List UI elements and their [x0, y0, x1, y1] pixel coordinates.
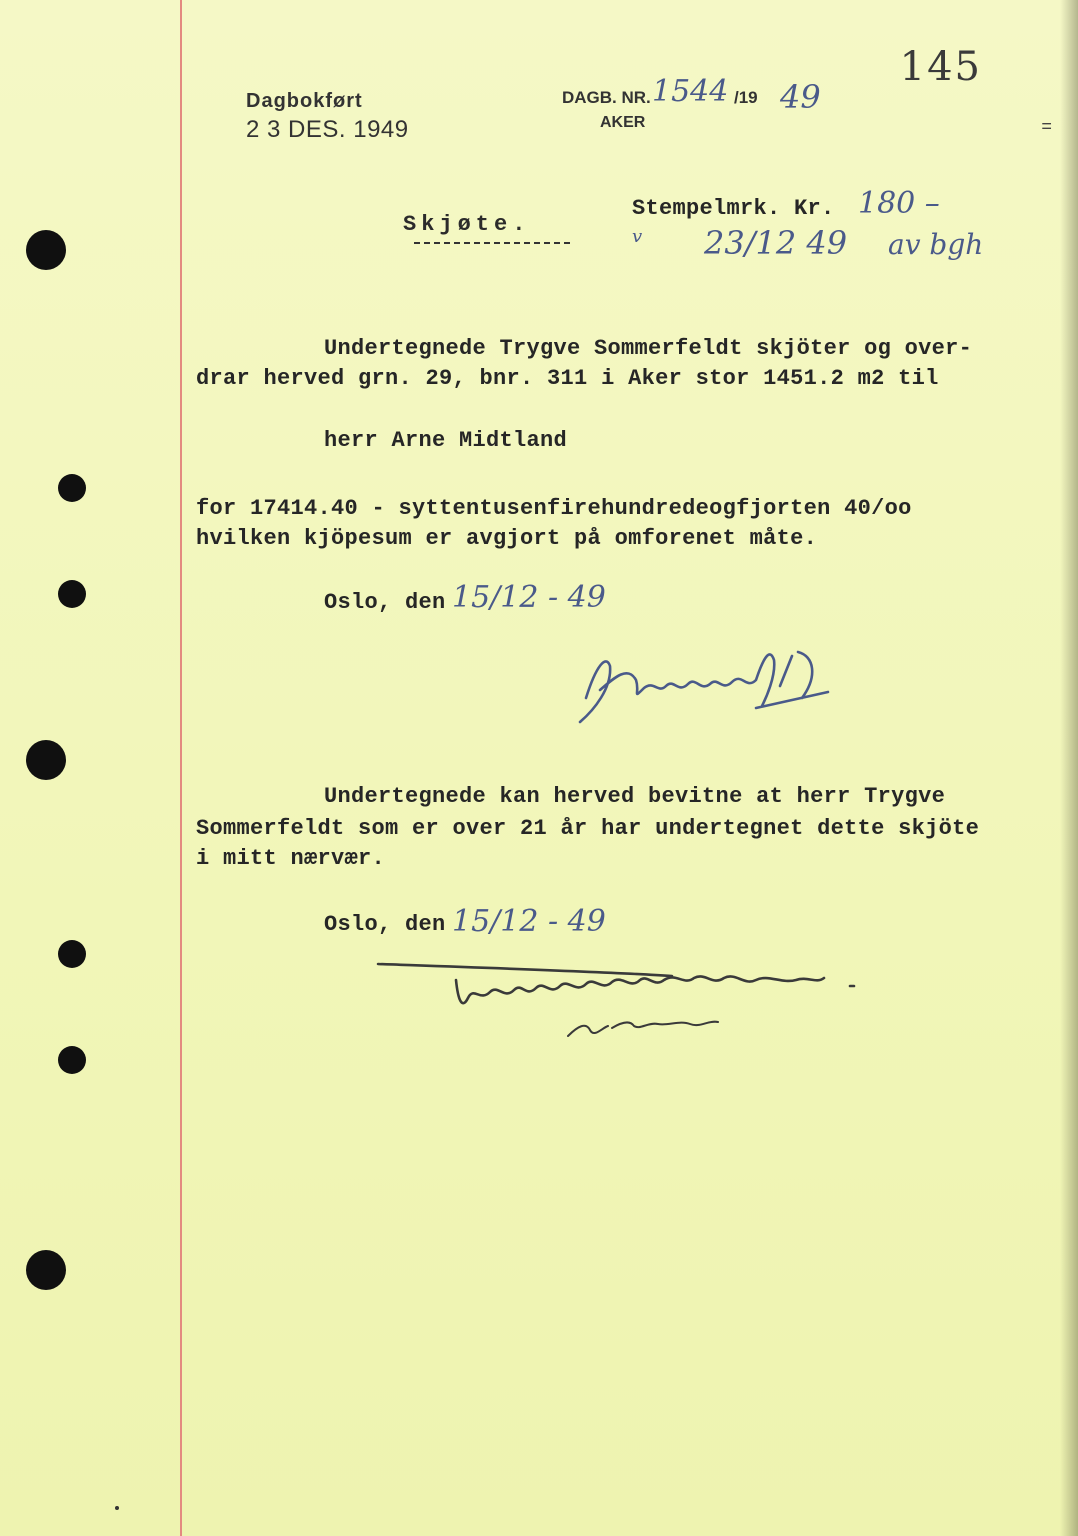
stempel-v-mark: v — [632, 226, 643, 247]
price-line: hvilken kjöpesum er avgjort på omforenet måte. — [196, 526, 818, 551]
margin-line — [180, 0, 182, 1536]
punch-hole — [26, 1250, 66, 1290]
dagb-nr-label: DAGB. NR. — [562, 88, 651, 107]
dagb-year-prefix: /19 — [734, 88, 758, 107]
stempel-sign-handwritten: av bgh — [888, 228, 984, 261]
dagb-year-handwritten: 49 — [780, 78, 821, 116]
stempel-amount-handwritten: 180 – — [858, 186, 940, 221]
place-stamp: AKER — [600, 114, 646, 131]
dagbok-date-stamp: 2 3 DES. 1949 — [246, 116, 409, 143]
document-title: Skjøte. — [403, 212, 531, 237]
title-underline — [414, 242, 570, 244]
punch-hole — [58, 580, 86, 608]
dagbokfort-stamp: Dagbokført — [246, 90, 363, 112]
punch-hole — [26, 230, 66, 270]
recipient-line: herr Arne Midtland — [324, 428, 568, 453]
body-line: Undertegnede Trygve Sommerfeldt skjöter og over- — [324, 336, 973, 361]
ink-dot — [115, 1506, 119, 1510]
place-date-label: Oslo, den — [324, 590, 446, 615]
witness-line: Undertegnede kan herved bevitne at herr Trygve — [324, 784, 946, 809]
stempel-date-handwritten: 23/12 49 — [704, 224, 848, 262]
witness-line: Sommerfeldt som er over 21 år har undertegnet dette skjöte — [196, 816, 980, 841]
punch-hole — [26, 740, 66, 780]
page-number: 145 — [899, 44, 982, 90]
witness-line: i mitt nærvær. — [196, 846, 386, 871]
page-edge-shadow — [1060, 0, 1078, 1536]
punch-hole — [58, 474, 86, 502]
punch-hole — [58, 1046, 86, 1074]
price-line: for 17414.40 - syttentusenfirehundredeogfjorten 40/oo — [196, 496, 912, 521]
date-handwritten: 15/12 - 49 — [452, 580, 606, 615]
witness-signature — [372, 950, 872, 1050]
margin-mark: = — [1041, 118, 1052, 138]
punch-hole — [58, 940, 86, 968]
date-handwritten: 15/12 - 49 — [452, 904, 606, 939]
seller-signature — [566, 636, 846, 736]
place-date-label: Oslo, den — [324, 912, 446, 937]
body-line: drar herved grn. 29, bnr. 311 i Aker stor 1451.2 m2 til — [196, 366, 939, 391]
stempel-label: Stempelmrk. Kr. — [632, 196, 835, 221]
dagb-number-handwritten: 1544 — [652, 74, 729, 109]
